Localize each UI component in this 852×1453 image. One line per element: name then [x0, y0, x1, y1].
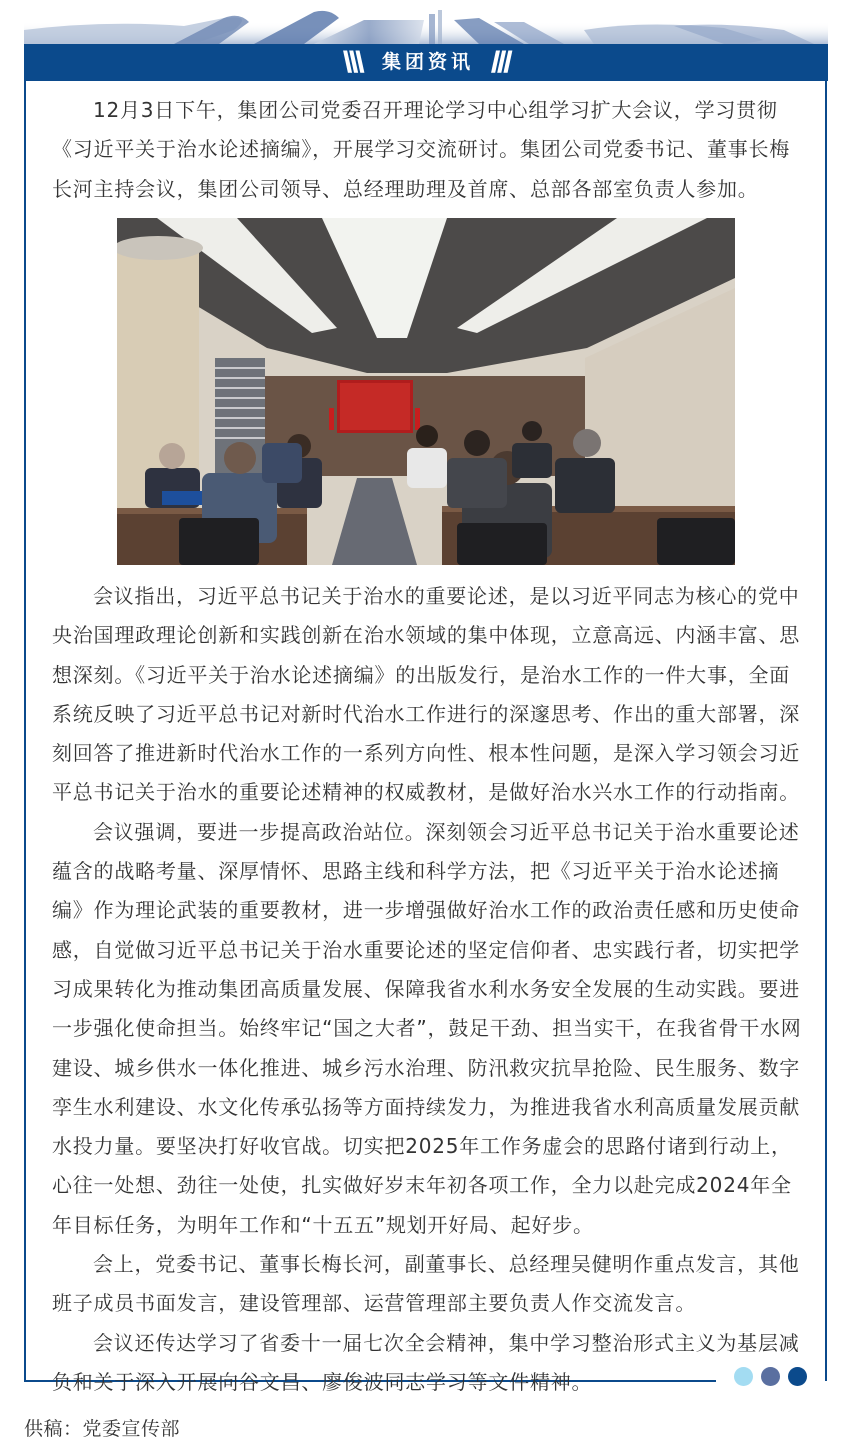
text-line: 水投力量。要坚决打好收官战。切实把2025年工作务虚会的思路付诸到行动上， — [52, 1134, 792, 1159]
paragraph-intro — [52, 91, 804, 209]
text-line: 习成果转化为推动集团高质量发展、保障我省水利水务安全发展的生动实践。要进 — [52, 976, 801, 1001]
text-line: 会议强调，要进一步提高政治站位。深刻领会习近平总书记关于治水重要论述 — [93, 819, 800, 844]
text-line: 负和关于深入开展向谷文昌、廖俊波同志学习等文件精神。 — [52, 1369, 593, 1394]
text-line: 平总书记关于治水的重要论述精神的权威教材，是做好治水兴水工作的行动指南。 — [52, 780, 801, 805]
text-line: 孪生水利建设、水文化传承弘扬等方面持续发力，为推进我省水利高质量发展贡献 — [52, 1094, 801, 1119]
meeting-room-image — [117, 218, 735, 565]
dot-mid-icon — [761, 1367, 780, 1386]
text-line: 一步强化使命担当。始终牢记“国之大者”，鼓足干劲、担当实干，在我省骨干水网 — [52, 1016, 802, 1041]
text-line: 年目标任务，为明年工作和“十五五”规划开好局、起好步。 — [52, 1212, 594, 1237]
text-line: 会议还传达学习了省委十一届七次全会精神，集中学习整治形式主义为基层减 — [93, 1330, 800, 1355]
text-line: 蕴含的战略考量、深厚情怀、思路主线和科学方法，把《习近平关于治水论述摘 — [52, 859, 780, 884]
paragraph-meeting-points — [52, 577, 804, 813]
left-slashes-decoration: \\\ — [342, 46, 362, 79]
text-line: 会上，党委书记、董事长梅长河，副董事长、总经理吴健明作重点发言，其他 — [93, 1252, 800, 1277]
decorative-dots — [734, 1367, 807, 1386]
paragraph-speeches — [52, 1245, 804, 1324]
section-title: 集团资讯 — [381, 51, 474, 73]
text-line: 想深刻。《习近平关于治水论述摘编》的出版发行，是治水工作的一件大事，全面 — [52, 662, 791, 687]
right-slashes-decoration: /// — [490, 46, 510, 79]
text-line: 心往一处想、劲往一处使，扎实做好岁末年初各项工作，全力以赴完成2024年全 — [52, 1173, 792, 1198]
paragraph-meeting-emphasis — [52, 813, 804, 1245]
text-line: 会议指出，习近平总书记关于治水的重要论述，是以习近平同志为核心的党中 — [93, 584, 800, 608]
text-line: 编》作为理论武装的重要教材，进一步增强做好治水工作的政治责任感和历史使命 — [52, 898, 801, 923]
text-line: 《习近平关于治水论述摘编》，开展学习交流研讨。集团公司党委书记、董事长梅 — [52, 137, 791, 162]
section-banner — [24, 44, 828, 81]
paragraph-conveyed-spirit — [52, 1324, 804, 1403]
dot-dark-icon — [788, 1367, 807, 1386]
dot-light-icon — [734, 1367, 753, 1386]
header-decoration — [24, 0, 828, 44]
meeting-photo — [117, 218, 735, 565]
text-line: 央治国理政理论创新和实践创新在治水领域的集中体现，立意高远、内涵丰富、思 — [52, 623, 801, 648]
text-line: 长河主持会议，集团公司领导、总经理助理及首席、总部各部室负责人参加。 — [52, 176, 759, 201]
text-line: 刻回答了推进新时代治水工作的一系列方向性、根本性问题，是深入学习领会习近 — [52, 741, 801, 766]
text-line: 建设、城乡供水一体化推进、城乡污水治理、防汛救灾抗旱抢险、民生服务、数字 — [52, 1055, 801, 1080]
text-line: 班子成员书面发言，建设管理部、运营管理部主要负责人作交流发言。 — [52, 1291, 697, 1316]
text-line: 系统反映了习近平总书记对新时代治水工作进行的深邃思考、作出的重大部署，深 — [52, 701, 801, 726]
text-line: 12月3日下午，集团公司党委召开理论学习中心组学习扩大会议，学习贯彻 — [93, 98, 778, 122]
article-body — [52, 577, 804, 1402]
text-line: 感，自觉做习近平总书记关于治水重要论述的坚定信仰者、忠实践行者，切实把学 — [52, 937, 801, 962]
brush-stroke-graphic — [24, 0, 828, 44]
source-credit: 供稿：党委宣传部 — [24, 1418, 181, 1440]
frame-right-border — [825, 81, 827, 1381]
